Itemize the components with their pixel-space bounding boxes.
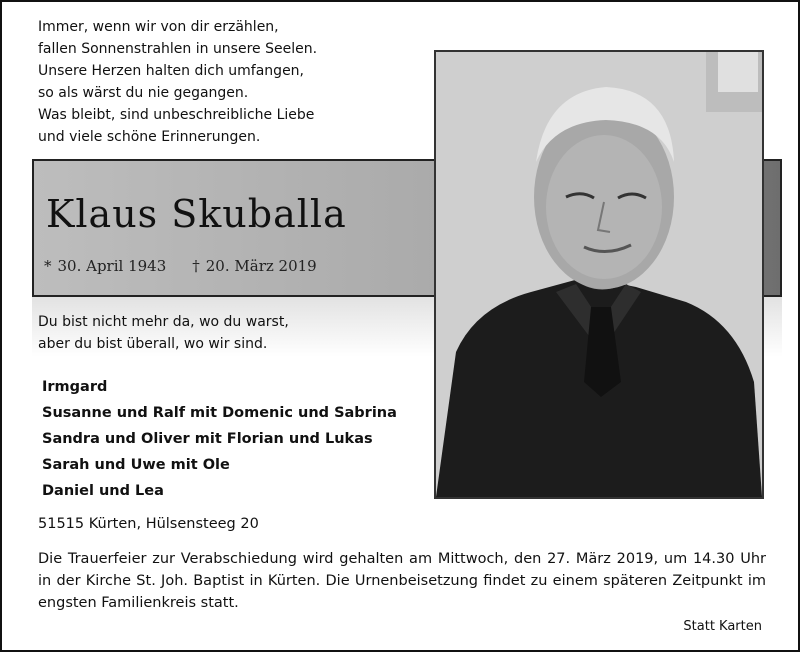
poem-line: und viele schöne Erinnerungen.	[38, 129, 261, 145]
birth-symbol: *	[44, 257, 52, 275]
death-date: 20. März 2019	[205, 257, 317, 275]
verse-line: aber du bist überall, wo wir sind.	[38, 336, 268, 352]
mourner-entry: Daniel und Lea	[42, 483, 164, 499]
mourner-entry: Irmgard	[42, 379, 108, 395]
life-dates	[44, 257, 323, 275]
poem-line: Immer, wenn wir von dir erzählen,	[38, 19, 279, 35]
funeral-notice: Die Trauerfeier zur Verabschiedung wird gehalten am Mittwoch, den 27. März 2019, um 14.30 Uhr in der Kirche St. Joh. Baptist in Kürten. Die Urnenbeisetzung findet zu einem späteren Zeitpunkt im engsten Familienkreis statt.	[38, 551, 766, 611]
poem-line: Was bleibt, sind unbeschreibliche Liebe	[38, 107, 315, 123]
deceased-name: Klaus Skuballa	[46, 192, 347, 236]
mourners-list	[42, 374, 397, 504]
portrait-photo	[434, 50, 764, 499]
statt-karten-note: Statt Karten	[683, 619, 762, 634]
consolation-verse	[38, 311, 289, 355]
verse-line: Du bist nicht mehr da, wo du warst,	[38, 314, 289, 330]
portrait-illustration	[436, 52, 762, 497]
family-address: 51515 Kürten, Hülsensteeg 20	[38, 516, 259, 532]
mourner-entry: Sarah und Uwe mit Ole	[42, 457, 230, 473]
death-cross-symbol: †	[192, 257, 200, 275]
mourner-entry: Susanne und Ralf mit Domenic und Sabrina	[42, 405, 397, 421]
birth-date: 30. April 1943	[57, 257, 167, 275]
memorial-poem	[38, 16, 317, 148]
poem-line: fallen Sonnenstrahlen in unsere Seelen.	[38, 41, 318, 57]
mourner-entry: Sandra und Oliver mit Florian und Lukas	[42, 431, 373, 447]
poem-line: so als wärst du nie gegangen.	[38, 85, 249, 101]
poem-line: Unsere Herzen halten dich umfangen,	[38, 63, 304, 79]
